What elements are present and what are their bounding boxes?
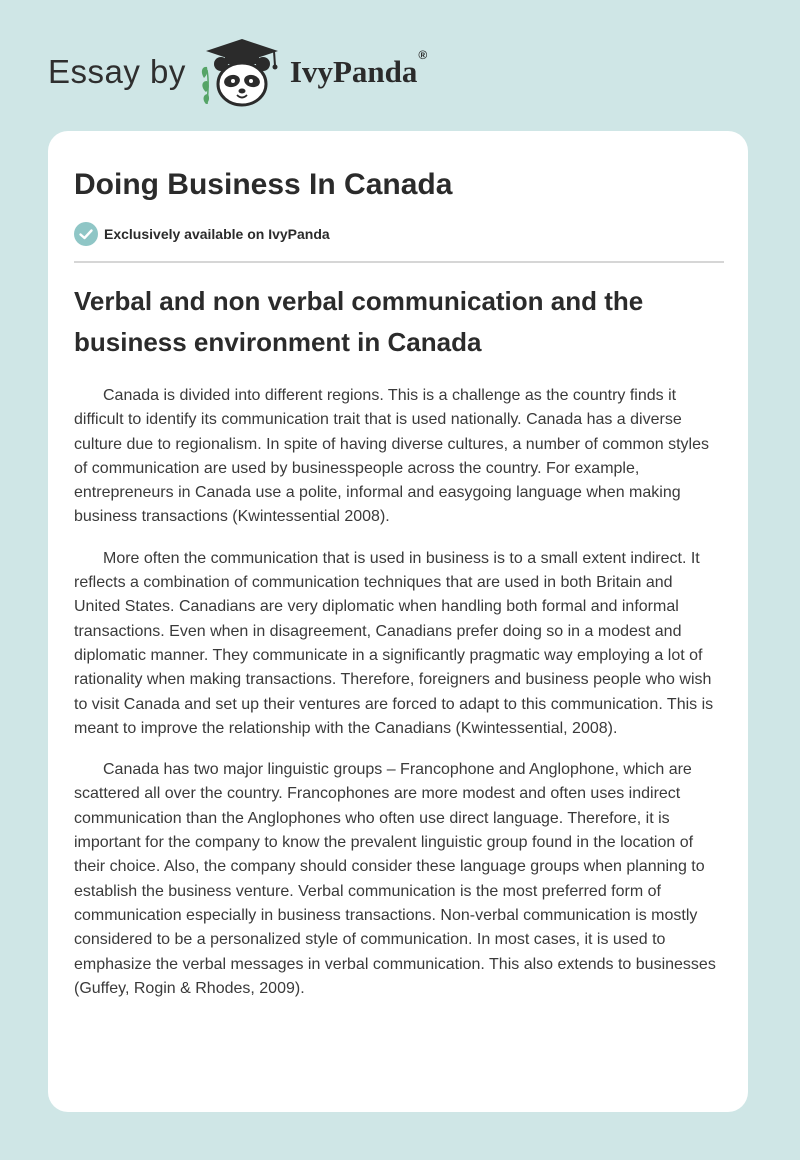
paragraph: Canada is divided into different regions. This is a challenge as the country finds it difficult to identify its communication trait that is used nationally. Canada has a diverse culture due to regionalism. In spite of having diverse cultures, a number of common styles of communication are used by businesspeople across the country. For example, entrepreneurs in Canada use a polite, informal and easygoing language when making business transactions (Kwintessential 2008).: [74, 387, 709, 526]
check-circle-icon: [74, 222, 98, 246]
paragraph: More often the communication that is used in business is to a small extent indirect. It reflects a combination of communication techniques that are used in both Britain and United States. Canadians are very diplomatic when handling both formal and informal transactions. Even when in disagreement, Canadians prefer doing so in a modest and diplomatic manner. They communicate in a significantly pragmatic way employing a lot of rationality when making transactions. Therefore, foreigners and business people who wish to visit Canada and set up their ventures are forced to adapt to this communication. This is meant to improve the relationship with the Canadians (Kwintessential, 2008).: [74, 549, 714, 737]
exclusive-badge-label: Exclusively available on IvyPanda: [104, 226, 330, 242]
exclusive-badge: [74, 222, 330, 246]
registered-mark: ®: [418, 48, 428, 62]
page-title: Doing Business In Canada: [74, 168, 453, 201]
section-heading: Verbal and non verbal communication and the business environment in Canada: [74, 286, 644, 357]
essay-card: [48, 131, 748, 1112]
paragraph: Canada has two major linguistic groups – Francophone and Anglophone, which are scattered all over the country. Francophones are more modest and often uses indirect communication than the Anglophones who often use direct language. Therefore, it is important for the company to know the prevalent linguistic group found in the location of their choice. Also, the company should consider these language groups when planning to establish the business venture. Verbal communication is the most preferred form of communication especially in business transactions. Non-verbal communication is mostly considered to be a personalized style of communication. In most cases, it is used to emphasize the verbal messages in verbal communication. This also extends to businesses (Guffey, Rogin & Rhodes, 2009).: [74, 761, 716, 997]
essay-by-label: Essay by: [48, 53, 186, 90]
brand-name: [289, 48, 428, 90]
site-header-logo[interactable]: [48, 36, 427, 108]
panda-logo-icon: [198, 36, 286, 108]
divider: [74, 261, 724, 263]
essay-body: [74, 384, 722, 1018]
brand-name-text: IvyPanda: [289, 54, 418, 89]
